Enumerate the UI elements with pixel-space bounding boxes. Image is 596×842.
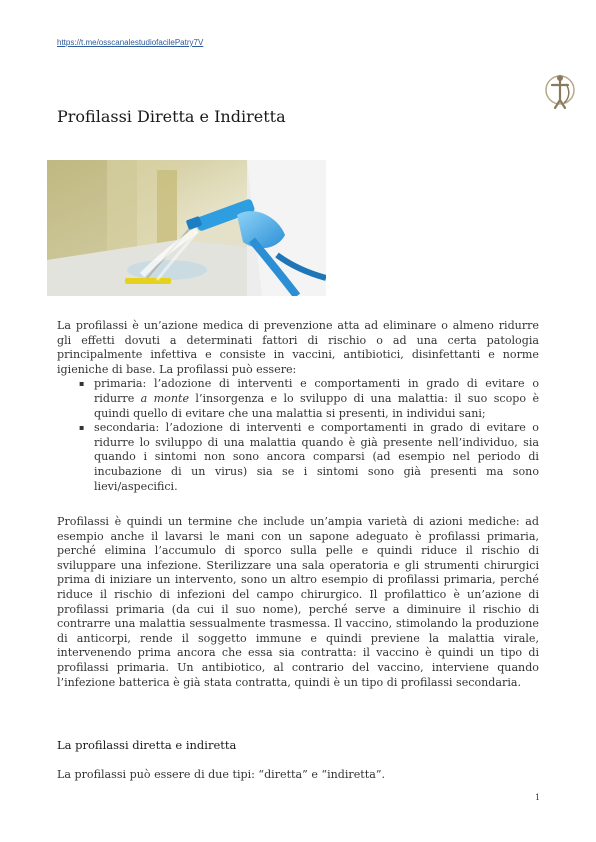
logo-icon bbox=[544, 70, 576, 112]
intro-paragraph: La profilassi è un’azione medica di prevenzione atta ad eliminare o almeno ridurre gli effetti dovuti a determinati fattori di rischio o ad una certa patologia principalmente infettiva e consiste in vaccini, antibiotici, disinfettanti e norme igieniche di base. La profilassi può essere: bbox=[57, 319, 539, 376]
types-paragraph: La profilassi può essere di due tipi: “diretta” e “indiretta”. bbox=[57, 768, 386, 781]
disinfection-photo bbox=[47, 160, 326, 296]
page-number: 1 bbox=[535, 793, 541, 802]
intro-section bbox=[57, 319, 539, 494]
list-item-primaria bbox=[94, 377, 539, 421]
list-item-secondaria: ▪ secondaria: l’adozione di interventi e comportamenti in grado di evitare o ridurre lo sviluppo di una malattia quando è già presente nell’individuo, sia quando i sintomi non sono ancora comparsi (ad esempio nel periodo di incubazione di un virus) sia se i sintomi sono già presenti ma sono lievi/aspecifici. bbox=[94, 421, 539, 494]
page-title: Profilassi Diretta e Indiretta bbox=[57, 107, 286, 126]
bullet-text: primaria: l’adozione di interventi e comportamenti in grado di evitare o ridurre bbox=[94, 377, 539, 405]
examples-paragraph: Profilassi è quindi un termine che include un’ampia varietà di azioni mediche: ad esempio anche il lavarsi le mani con un sapone adeguato è profilassi primaria, perché elimina l’accumulo di sporco sulla pelle e quindi riduce il rischio di sviluppare una infezione. Sterilizzare una sala operatoria e gli strumenti chirurgici prima di iniziare un intervento, sono un altro esempio di profilassi primaria, perché riduce il rischio di infezioni del campo chirurgico. Il profilattico è un’azione di profilassi primaria (da cui il suo nome), perché serve a diminuire il rischio di contrarre una malattia sessualmente trasmessa. Il vaccino, stimolando la produzione di anticorpi, rende il soggetto immune e quindi previene la malattia virale, intervenendo prima ancora che essa sia contratta: il vaccino è quindi un tipo di profilassi primaria. Un antibiotico, al contrario del vaccino, interviene quando l’infezione batterica è già stata contratta, quindi è un tipo di profilassi secondaria. bbox=[57, 515, 539, 689]
telegram-link[interactable]: https://t.me/osscanalestudiofacilePatry7V bbox=[57, 38, 204, 47]
bullet-emphasis: a monte bbox=[140, 391, 190, 405]
bullet-text: l’insorgenza e lo sviluppo di una malattia: il suo scopo è quindi quello di evitare che una malattia si presenti, in individui sani; bbox=[94, 391, 540, 420]
profilassi-types-list bbox=[57, 377, 539, 494]
section-heading: La profilassi diretta e indiretta bbox=[57, 738, 237, 752]
